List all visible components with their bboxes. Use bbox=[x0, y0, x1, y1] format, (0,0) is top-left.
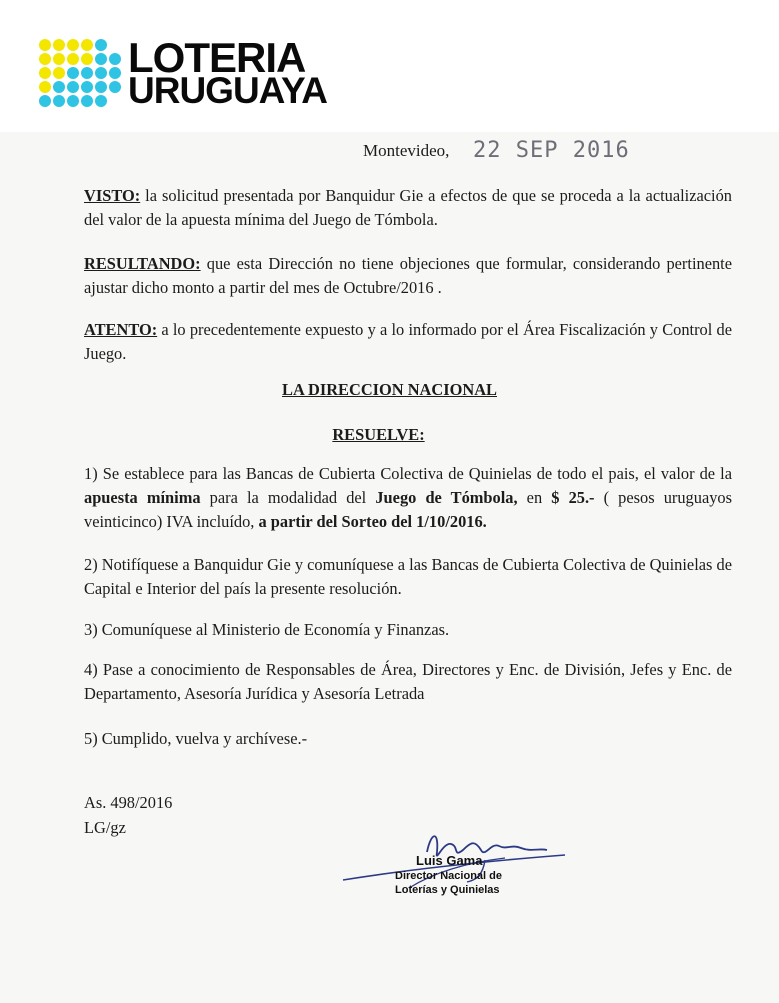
logo-dot bbox=[67, 53, 79, 65]
item-1-text-b: para la modalidad del bbox=[200, 488, 376, 507]
logo-dot bbox=[39, 95, 51, 107]
logo-dot bbox=[67, 95, 79, 107]
logo-dot bbox=[95, 39, 107, 51]
heading-resuelve: RESUELVE: bbox=[332, 425, 425, 444]
visto-label: VISTO: bbox=[84, 186, 141, 205]
item-5: 5) Cumplido, vuelva y archívese.- bbox=[84, 729, 308, 748]
reference-initials: LG/gz bbox=[84, 818, 126, 837]
logo-text-line1: LOTERIA bbox=[128, 34, 306, 81]
logo-dot bbox=[95, 95, 107, 107]
dot-grid-logo-icon bbox=[38, 38, 122, 110]
signer-title-line2: Loterías y Quinielas bbox=[395, 884, 500, 896]
resultando-text: que esta Dirección no tiene objeciones que formular, considerando pertinente ajustar dicho monto a partir del mes de Octubre/2016 . bbox=[84, 254, 732, 297]
logo-dot bbox=[53, 67, 65, 79]
item-1-text-d: ( pesos uruguayos veinticinco) IVA incluído, bbox=[84, 488, 732, 531]
reference-number: As. 498/2016 bbox=[84, 793, 173, 812]
logo-dot bbox=[53, 81, 65, 93]
logo-text-line2: URUGUAYA bbox=[128, 70, 327, 111]
logo-dot bbox=[81, 67, 93, 79]
logo-dot bbox=[109, 53, 121, 65]
logo-dot bbox=[81, 39, 93, 51]
reference-block bbox=[84, 790, 172, 840]
logo-dot bbox=[53, 53, 65, 65]
signer-name: Luis Gama bbox=[416, 853, 483, 868]
logo-dot bbox=[39, 39, 51, 51]
heading-direccion-nacional: LA DIRECCION NACIONAL bbox=[282, 380, 497, 399]
logo-dot bbox=[95, 67, 107, 79]
logo-dot bbox=[53, 95, 65, 107]
logo-dot bbox=[81, 81, 93, 93]
logo-dot bbox=[67, 67, 79, 79]
date-place: Montevideo, bbox=[363, 141, 450, 160]
loteria-uruguaya-logo bbox=[38, 34, 338, 111]
atento-text: a lo precedentemente expuesto y a lo informado por el Área Fiscalización y Control de Juego. bbox=[84, 320, 732, 363]
logo-dot bbox=[67, 81, 79, 93]
item-1-bold-juego: Juego de Tómbola, bbox=[375, 488, 518, 507]
logo-dot bbox=[81, 53, 93, 65]
logo-dot bbox=[39, 81, 51, 93]
item-1-text-c: en bbox=[517, 488, 552, 507]
logo-dot bbox=[95, 53, 107, 65]
item-3: 3) Comuníquese al Ministerio de Economía y Finanzas. bbox=[84, 620, 450, 639]
resultando-paragraph bbox=[84, 252, 732, 300]
visto-text: la solicitud presentada por Banquidur Gie a efectos de que se proceda a la actualización del valor de la apuesta mínima del Juego de Tómbola. bbox=[84, 186, 732, 229]
item-2: 2) Notifíquese a Banquidur Gie y comuníquese a las Bancas de Cubierta Colectiva de Quinielas de Capital e Interior del país la presente resolución. bbox=[84, 555, 732, 598]
resultando-label: RESULTANDO: bbox=[84, 254, 201, 273]
logo-dot bbox=[67, 39, 79, 51]
logo-dot bbox=[109, 81, 121, 93]
atento-paragraph bbox=[84, 318, 732, 366]
item-1 bbox=[84, 462, 732, 534]
visto-paragraph bbox=[84, 184, 732, 232]
logo-dot bbox=[53, 39, 65, 51]
item-1-text-a: 1) Se establece para las Bancas de Cubierta Colectiva de Quinielas de todo el pais, el valor de la bbox=[84, 464, 732, 483]
signer-title-line1: Director Nacional de bbox=[395, 870, 502, 882]
atento-label: ATENTO: bbox=[84, 320, 158, 339]
logo-dot bbox=[39, 67, 51, 79]
item-1-bold-sorteo: a partir del Sorteo del 1/10/2016. bbox=[258, 512, 487, 531]
logo-dot bbox=[81, 95, 93, 107]
logo-dot bbox=[95, 81, 107, 93]
item-1-bold-apuesta: apuesta mínima bbox=[84, 488, 201, 507]
item-4: 4) Pase a conocimiento de Responsables de Área, Directores y Enc. de División, Jefes y Enc. de Departamento, Asesoría Jurídica y Asesoría Letrada bbox=[84, 660, 732, 703]
item-1-bold-amount: $ 25.- bbox=[551, 488, 595, 507]
date-stamp: 22 SEP 2016 bbox=[473, 138, 630, 163]
logo-dot bbox=[39, 53, 51, 65]
logo-dot bbox=[109, 67, 121, 79]
